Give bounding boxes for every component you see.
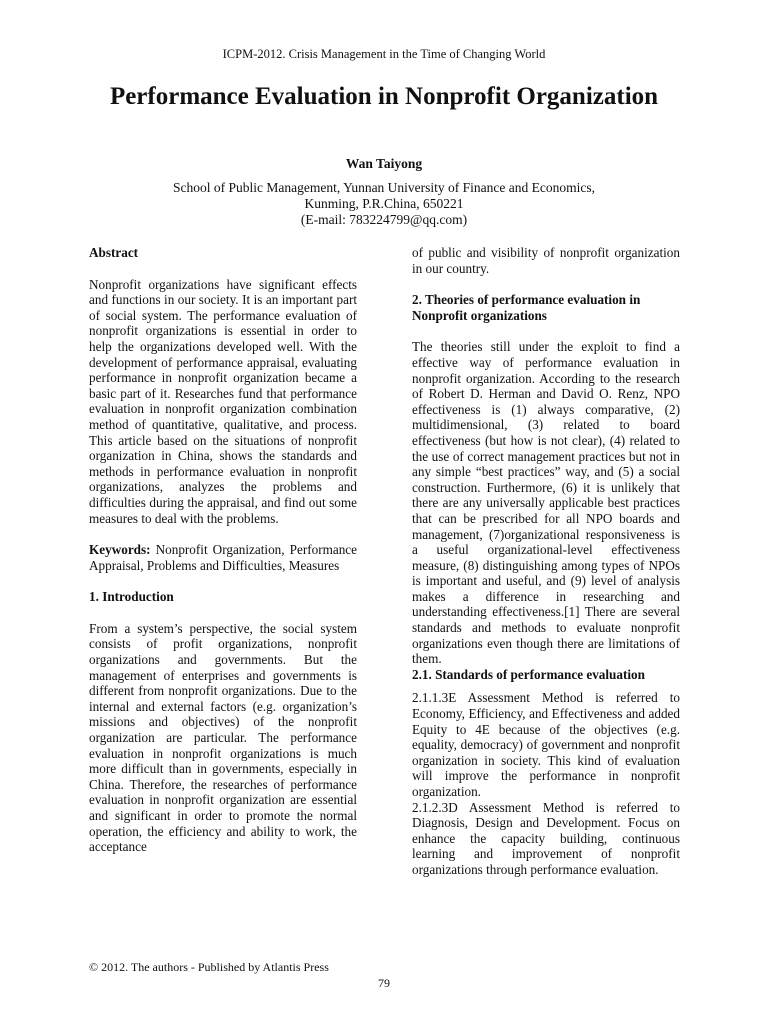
paper-title: Performance Evaluation in Nonprofit Organization bbox=[109, 83, 659, 110]
section-2-1-heading: 2.1. Standards of performance evaluation bbox=[412, 666, 645, 682]
section-2-1-para-1: 2.1.1.3E Assessment Method is referred to Economy, Efficiency, and Effectiveness and added Equity to 4E because of the objectives (e.g. equality, democracy) of government and nonprofit organization in society. This kind of evaluation will improve the performance in nonprofit organization. bbox=[412, 690, 680, 799]
affiliation-line: School of Public Management, Yunnan University of Finance and Economics, bbox=[172, 180, 596, 195]
abstract-heading: Abstract bbox=[89, 245, 139, 260]
affiliation-email: (E-mail: 783224799@qq.com) bbox=[300, 212, 468, 227]
author-name: Wan Taiyong bbox=[345, 156, 423, 171]
page-number: 79 bbox=[378, 976, 390, 990]
affiliation bbox=[100, 180, 668, 228]
copyright-footer: © 2012. The authors - Published by Atlantis Press bbox=[89, 960, 329, 974]
running-head: ICPM-2012. Crisis Management in the Time of Changing World bbox=[222, 47, 546, 61]
section-1-heading: 1. Introduction bbox=[89, 589, 174, 605]
section-2-1-para-2: 2.1.2.3D Assessment Method is referred to Diagnosis, Design and Development. Focus on enhance the capacity building, continuous learning and improvement of nonprofit organizations through performance evaluation. bbox=[412, 799, 680, 877]
right-column bbox=[412, 245, 680, 878]
keywords bbox=[89, 542, 357, 573]
affiliation-line: Kunming, P.R.China, 650221 bbox=[304, 196, 464, 211]
keywords-label: Keywords: bbox=[89, 542, 151, 558]
section-1-continuation: of public and visibility of nonprofit organization in our country. bbox=[412, 245, 680, 276]
left-column bbox=[89, 245, 357, 855]
section-1-text: From a system’s perspective, the social system consists of profit organizations, nonprofit organizations and governments. But the management of enterprises and governments is different from nonprofit organizations. Due to the internal and external factors (e.g. organization’s missions and objectives) of the nonprofit organization are particular. The performance evaluation in nonprofit organizations is much more difficult than in governments, especially in China. Therefore, the researches of performance evaluation in nonprofit organization are essential and significant in order to promote the normal operation, the efficiency and ability to work, the acceptance bbox=[89, 620, 357, 855]
section-2-text: The theories still under the exploit to find a effective way of performance evaluation in nonprofit organization. According to the research of Robert D. Herman and David O. Renz, NPO effectiveness is (1) always comparative, (2) multidimensional, (3) related to board effectiveness (but how is not clear), (4) related to the use of correct management practices but not in any simple “best practices” way, and (5) a social construction. Furthermore, (6) it is unlikely that there are any universally applicable best practices that can be prescribed for all NPO boards and management, (7)organizational responsiveness is a useful organizational-level effectiveness measure, (8) distinguishing among types of NPOs is important and useful, and (9) level of analysis makes a difference in researching and understanding effectiveness.[1] There are several standards and methods to evaluate nonprofit organizations even though there are limitations of them. bbox=[412, 339, 680, 667]
section-2-heading: 2. Theories of performance evaluation in Nonprofit organizations bbox=[412, 292, 641, 323]
keywords-text: Nonprofit Organization, Performance Appraisal, Problems and Difficulties, Measures bbox=[89, 542, 358, 573]
abstract-text: Nonprofit organizations have significant effects and functions in our society. It is an important part of social system. The performance evaluation of nonprofit organizations is essential in order to help the organizations developed well. With the development of performance appraisal, evaluating performance in nonprofit organization became a basic part of it. Researches fund that performance evaluation in nonprofit organization combination method of quantitative, qualitative, and process. This article based on the situations of nonprofit organization in China, shows the standards and methods in performance evaluation in nonprofit organizations, analyzes the problems and difficulties during the appraisal, and find out some measures to deal with the problems. bbox=[89, 276, 357, 526]
